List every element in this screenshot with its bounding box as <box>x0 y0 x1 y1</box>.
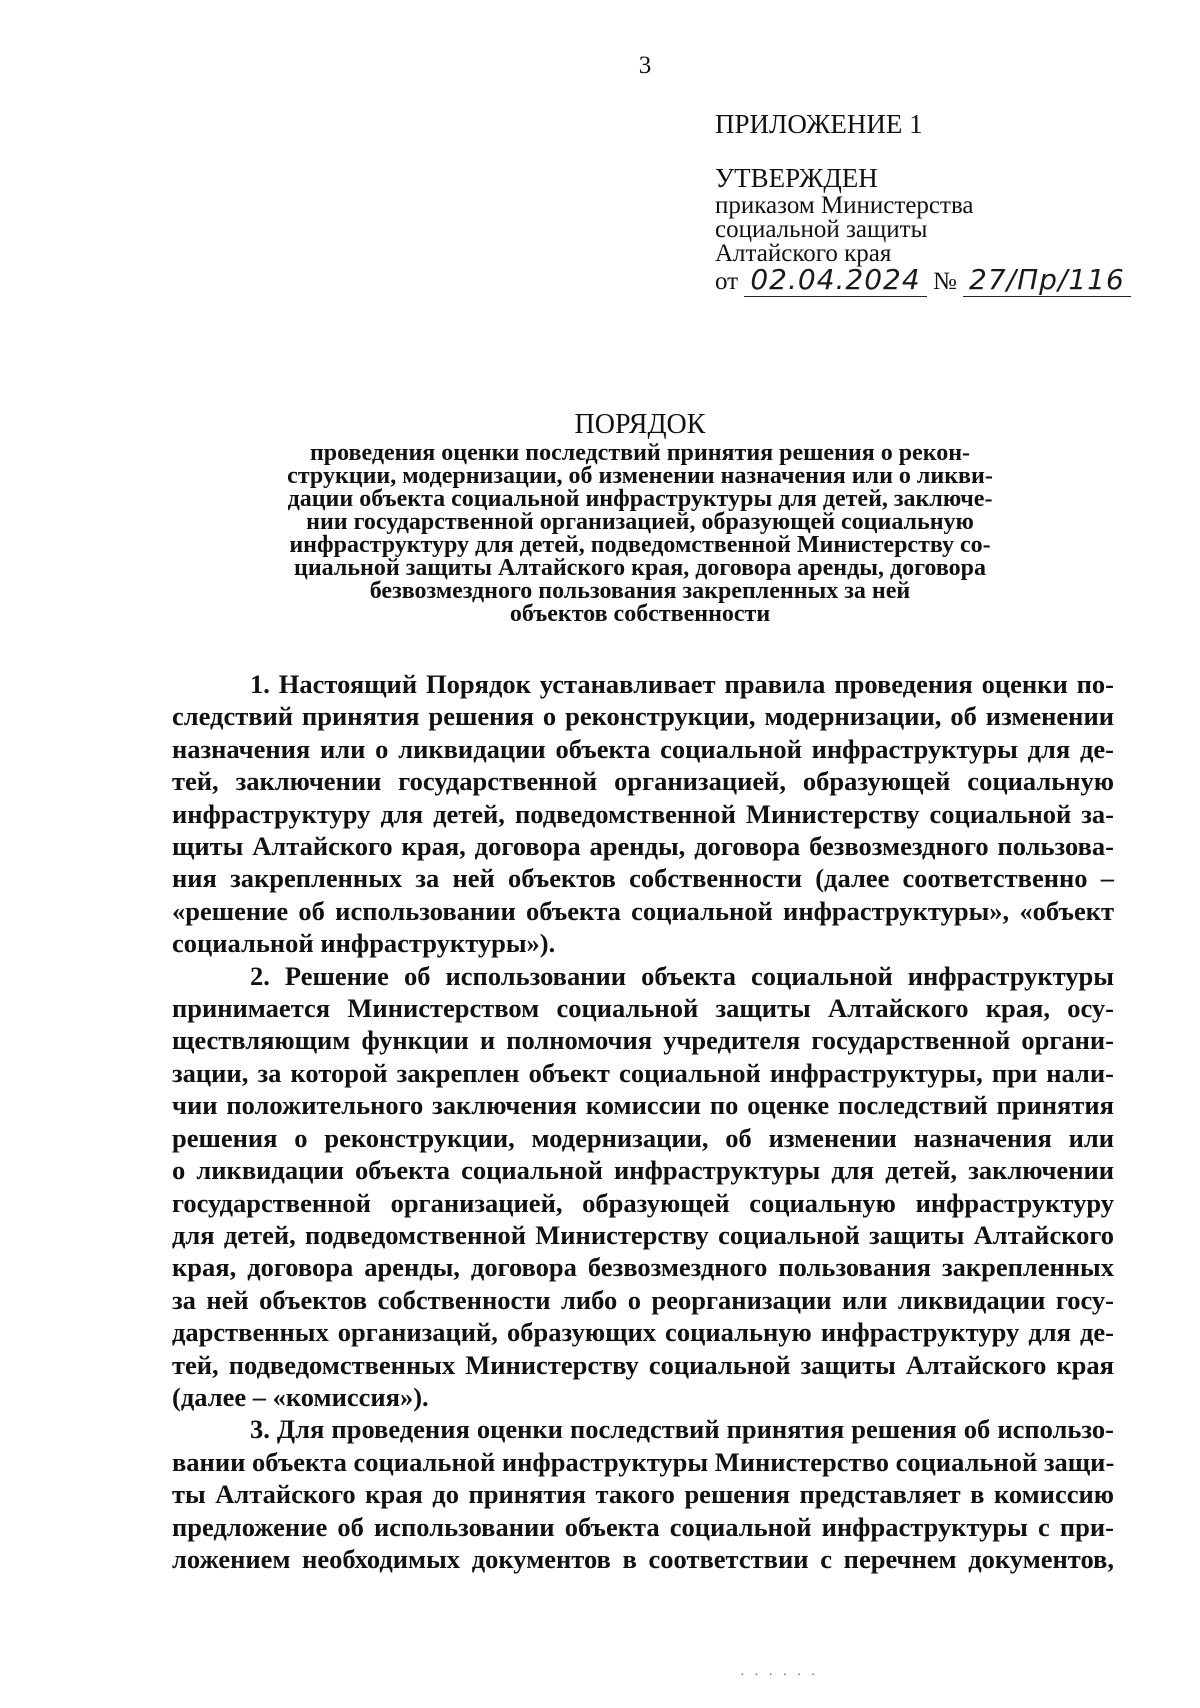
subtitle-line: проведения оценки последствий принятия решения о рекон- <box>309 440 971 466</box>
paragraph-line: ния закрепленных за ней объектов собственности (далее соответственно – <box>172 863 1114 894</box>
paragraph-line: дарственных организаций, образующих социальную инфраструктуру для де- <box>172 1317 1114 1348</box>
paragraph-line: социальной инфраструктуры»). <box>172 928 556 959</box>
paragraph-line: о ликвидации объекта социальной инфраструктуры для детей, заключении <box>172 1155 1114 1186</box>
annex-label: ПРИЛОЖЕНИЕ 1 <box>715 109 923 139</box>
approval-line-2: социальной защиты <box>715 216 928 243</box>
handwritten-date: 02.04.2024 <box>744 263 926 297</box>
paragraph-line: ты Алтайского края до принятия такого решения представляет в комиссию <box>172 1479 1114 1510</box>
paragraph-line: следствий принятия решения о реконструкции, модернизации, об изменении <box>172 701 1114 732</box>
paragraph-line: вании объекта социальной инфраструктуры Министерство социальной защи- <box>172 1446 1115 1477</box>
approval-date-line <box>715 263 1175 296</box>
scan-artifact: · · · · · · <box>740 1668 819 1683</box>
page-number: 3 <box>638 52 652 79</box>
document-body <box>172 668 1114 1575</box>
paragraph-line: зации, за которой закреплен объект социальной инфраструктуры, при нали- <box>172 1057 1114 1088</box>
paragraph-line: для детей, подведомственной Министерству социальной защиты Алтайского <box>172 1219 1114 1250</box>
approval-line-1: приказом Министерства <box>715 192 974 219</box>
paragraph-line: 1. Настоящий Порядок устанавливает правила проведения оценки по- <box>250 669 1114 699</box>
date-prefix: от <box>715 268 739 295</box>
document-title: ПОРЯДОК <box>574 409 706 440</box>
paragraph-line: назначения или о ликвидации объекта социальной инфраструктуры для де- <box>172 733 1114 764</box>
document-title-block <box>240 410 1040 626</box>
paragraph-line: предложение об использовании объекта социальной инфраструктуры с при- <box>172 1511 1114 1542</box>
paragraph-line: чии положительного заключения комиссии по оценке последствий принятия <box>172 1090 1114 1121</box>
paragraph-line: решения о реконструкции, модернизации, об изменении назначения или <box>172 1122 1114 1153</box>
approval-stamp-block <box>715 109 1175 296</box>
paragraph-line: за ней объектов собственности либо о реорганизации или ликвидации госу- <box>172 1284 1114 1315</box>
subtitle-line: циальной защиты Алтайского края, договора аренды, договора <box>294 555 986 581</box>
number-prefix: № <box>932 268 957 295</box>
subtitle-line: нии государственной организацией, образующей социальную <box>306 509 974 535</box>
document-subtitle <box>240 442 1040 626</box>
paragraph-line: принимается Министерством социальной защиты Алтайского края, осу- <box>172 993 1114 1024</box>
paragraph-line: (далее – «комиссия»). <box>172 1381 429 1412</box>
handwritten-order-number: 27/Пр/116 <box>963 263 1131 297</box>
paragraph-line: ществляющим функции и полномочия учредителя государственной органи- <box>172 1025 1114 1056</box>
paragraph-line: 3. Для проведения оценки последствий принятия решения об использо- <box>250 1414 1114 1445</box>
paragraph-1 <box>172 668 1114 960</box>
paragraph-line: государственной организацией, образующей социальную инфраструктуру <box>172 1187 1114 1218</box>
paragraph-line: ложением необходимых документов в соответствии с перечнем документов, <box>172 1543 1114 1574</box>
paragraph-line: щиты Алтайского края, договора аренды, договора безвозмездного пользова- <box>172 831 1114 862</box>
subtitle-line: струкции, модернизации, об изменении назначения или о ликви- <box>287 463 993 489</box>
subtitle-line: безвозмездного пользования закрепленных за ней <box>369 578 911 604</box>
subtitle-line: дации объекта социальной инфраструктуры для детей, заключе- <box>287 486 993 512</box>
approval-line-3: Алтайского края <box>715 240 892 267</box>
paragraph-line: «решение об использовании объекта социальной инфраструктуры», «объект <box>172 895 1114 926</box>
paragraph-line: 2. Решение об использовании объекта социальной инфраструктуры <box>250 960 1114 991</box>
approved-label: УТВЕРЖДЕН <box>715 163 878 193</box>
paragraph-2 <box>172 960 1114 1414</box>
paragraph-line: тей, подведомственных Министерству социальной защиты Алтайского края <box>172 1349 1114 1380</box>
subtitle-line: инфраструктуру для детей, подведомственной Министерству со- <box>289 532 991 558</box>
paragraph-3 <box>172 1413 1114 1575</box>
paragraph-line: тей, заключении государственной организацией, образующей социальную <box>172 766 1114 797</box>
paragraph-line: инфраструктуру для детей, подведомственной Министерству социальной за- <box>172 798 1114 829</box>
paragraph-line: края, договора аренды, договора безвозмездного пользования закрепленных <box>172 1252 1114 1283</box>
subtitle-line: объектов собственности <box>509 601 771 627</box>
